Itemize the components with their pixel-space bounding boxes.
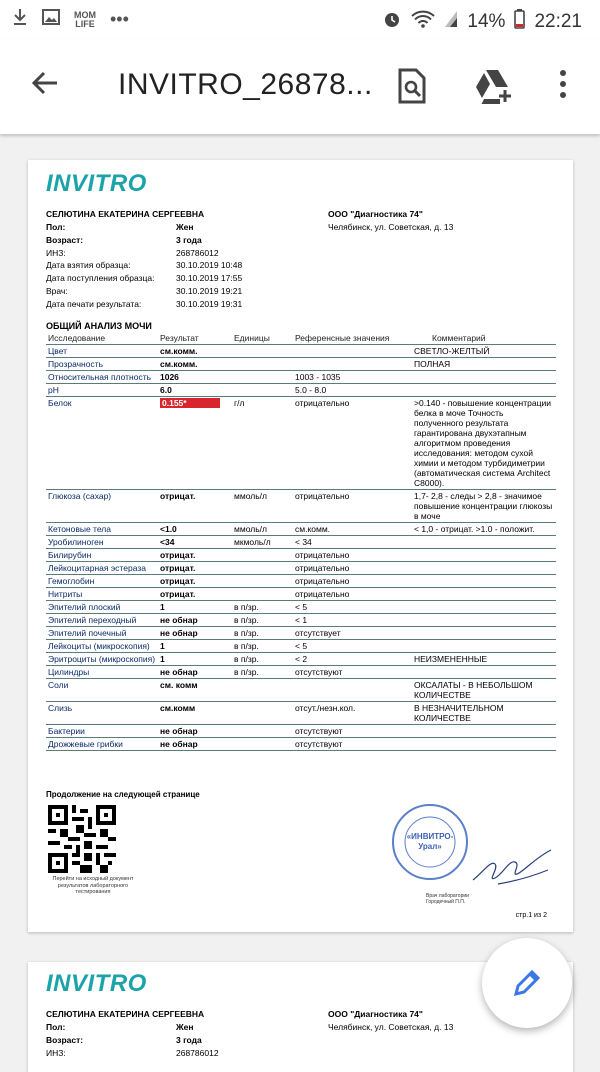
battery-icon bbox=[514, 9, 525, 35]
field-value: 30.10.2019 19:31 bbox=[176, 298, 243, 309]
section-title: ОБЩИЙ АНАЛИЗ МОЧИ bbox=[46, 321, 152, 331]
table-row bbox=[46, 601, 556, 614]
test-reference: < 1 bbox=[293, 614, 412, 627]
test-result: не обнар bbox=[158, 666, 232, 679]
download-icon bbox=[12, 8, 28, 31]
pencil-icon bbox=[511, 967, 543, 999]
back-arrow-icon[interactable] bbox=[30, 68, 60, 106]
test-unit bbox=[232, 588, 293, 601]
test-name: Соли bbox=[46, 679, 158, 702]
edit-fab-button[interactable] bbox=[482, 938, 572, 1028]
test-comment bbox=[412, 384, 556, 397]
test-reference: < 5 bbox=[293, 601, 412, 614]
test-reference: отсутствуют bbox=[293, 738, 412, 751]
test-result: отрицат. bbox=[158, 490, 232, 523]
lab-address: Челябинск, ул. Советская, д. 13 bbox=[328, 222, 454, 232]
test-reference: 5.0 - 8.0 bbox=[293, 384, 412, 397]
field-value: Жен bbox=[176, 222, 194, 232]
field-label: Возраст: bbox=[46, 234, 84, 245]
signature-icon bbox=[468, 840, 558, 890]
field-label: Дата поступления образца: bbox=[46, 273, 155, 284]
test-comment bbox=[412, 562, 556, 575]
continued-note: Продолжение на следующей странице bbox=[46, 790, 200, 799]
field-value: 30.10.2019 10:48 bbox=[176, 260, 243, 271]
test-comment bbox=[412, 725, 556, 738]
test-unit bbox=[232, 358, 293, 371]
test-result: отрицат. bbox=[158, 575, 232, 588]
test-unit bbox=[232, 549, 293, 562]
test-result bbox=[158, 397, 232, 490]
field-label: ИНЗ: bbox=[46, 1047, 66, 1058]
results-table bbox=[46, 332, 556, 751]
test-reference: отрицательно bbox=[293, 490, 412, 523]
test-unit: г/л bbox=[232, 397, 293, 490]
invitro-logo: INVITRO bbox=[46, 970, 147, 997]
test-result: не обнар bbox=[158, 725, 232, 738]
table-row bbox=[46, 575, 556, 588]
test-unit bbox=[232, 702, 293, 725]
test-result: см. комм bbox=[158, 679, 232, 702]
qr-caption: Перейти на исходный документ результатов лабораторного тестирования bbox=[52, 876, 134, 895]
field-value: 268786012 bbox=[176, 1047, 219, 1058]
image-icon bbox=[42, 9, 60, 30]
table-row bbox=[46, 536, 556, 549]
test-name: Эпителий почечный bbox=[46, 627, 158, 640]
test-name: Эритроциты (микроскопия) bbox=[46, 653, 158, 666]
table-header bbox=[46, 332, 556, 345]
field-label: Возраст: bbox=[46, 1034, 84, 1045]
test-name: pH bbox=[46, 384, 158, 397]
test-comment bbox=[412, 601, 556, 614]
test-comment bbox=[412, 575, 556, 588]
field-value: 30.10.2019 19:21 bbox=[176, 286, 243, 296]
patient-name: СЕЛЮТИНА ЕКАТЕРИНА СЕРГЕЕВНА bbox=[46, 1009, 205, 1019]
table-row bbox=[46, 397, 556, 490]
table-row bbox=[46, 588, 556, 601]
test-name: Цвет bbox=[46, 345, 158, 358]
battery-percent: 14% bbox=[467, 11, 506, 32]
test-unit bbox=[232, 738, 293, 751]
test-name: Цилиндры bbox=[46, 666, 158, 679]
column-header: Исследование bbox=[46, 332, 158, 345]
column-header: Результат bbox=[158, 332, 232, 345]
test-reference: < 2 bbox=[293, 653, 412, 666]
test-comment: 1,7- 2,8 - следы > 2,8 - значимое повышение концентрации глюкозы в моче bbox=[412, 490, 556, 523]
test-name: Относительная плотность bbox=[46, 371, 158, 384]
qr-code-icon[interactable] bbox=[48, 805, 116, 873]
lab-name: ООО "Диагностика 74" bbox=[328, 1009, 423, 1019]
field-label: Пол: bbox=[46, 222, 66, 232]
test-reference: отсутствуют bbox=[293, 725, 412, 738]
test-result: не обнар bbox=[158, 627, 232, 640]
test-reference bbox=[293, 679, 412, 702]
lab-name: ООО "Диагностика 74" bbox=[328, 209, 423, 219]
test-name: Гемоглобин bbox=[46, 575, 158, 588]
test-name: Билирубин bbox=[46, 549, 158, 562]
status-bar bbox=[0, 0, 600, 40]
test-comment bbox=[412, 536, 556, 549]
test-reference: отсут./незн.кол. bbox=[293, 702, 412, 725]
table-row bbox=[46, 345, 556, 358]
field-value: Жен bbox=[176, 1022, 194, 1032]
signal-icon bbox=[444, 10, 458, 34]
more-notifications: ••• bbox=[110, 9, 129, 29]
test-name: Глюкоза (сахар) bbox=[46, 490, 158, 523]
table-row bbox=[46, 358, 556, 371]
test-reference: отрицательно bbox=[293, 588, 412, 601]
test-unit: мкмоль/л bbox=[232, 536, 293, 549]
test-comment: НЕИЗМЕНЕННЫЕ bbox=[412, 653, 556, 666]
column-header: Единицы bbox=[232, 332, 293, 345]
table-row bbox=[46, 738, 556, 751]
field-label: ИНЗ: bbox=[46, 247, 66, 258]
test-unit: ммоль/л bbox=[232, 490, 293, 523]
test-name: Эпителий плоский bbox=[46, 601, 158, 614]
table-row bbox=[46, 640, 556, 653]
test-reference: < 5 bbox=[293, 640, 412, 653]
test-comment: В НЕЗНАЧИТЕЛЬНОМ КОЛИЧЕСТВЕ bbox=[412, 702, 556, 725]
test-comment bbox=[412, 738, 556, 751]
status-left bbox=[12, 8, 129, 31]
alarm-icon bbox=[382, 9, 402, 35]
test-reference bbox=[293, 345, 412, 358]
test-reference bbox=[293, 358, 412, 371]
page-number: стр.1 из 2 bbox=[515, 912, 547, 919]
table-row bbox=[46, 725, 556, 738]
test-result: см.комм. bbox=[158, 345, 232, 358]
test-reference: 1003 - 1035 bbox=[293, 371, 412, 384]
test-unit: в п/зр. bbox=[232, 640, 293, 653]
test-comment bbox=[412, 549, 556, 562]
test-result: 1 bbox=[158, 601, 232, 614]
table-row bbox=[46, 523, 556, 536]
test-reference: отсутствует bbox=[293, 627, 412, 640]
test-reference: см.комм. bbox=[293, 523, 412, 536]
table-row bbox=[46, 627, 556, 640]
test-comment bbox=[412, 371, 556, 384]
test-result: отрицат. bbox=[158, 549, 232, 562]
svg-text:Урал»: Урал» bbox=[418, 842, 442, 851]
test-comment: ОКСАЛАТЫ - В НЕБОЛЬШОМ КОЛИЧЕСТВЕ bbox=[412, 679, 556, 702]
test-unit: в п/зр. bbox=[232, 627, 293, 640]
table-row bbox=[46, 679, 556, 702]
test-comment bbox=[412, 588, 556, 601]
field-label: Дата взятия образца: bbox=[46, 260, 131, 271]
field-value: 3 года bbox=[176, 234, 202, 245]
wifi-icon bbox=[411, 10, 435, 34]
field-value: 3 года bbox=[176, 1034, 202, 1045]
test-name: Лейкоцитарная эстераза bbox=[46, 562, 158, 575]
test-unit: в п/зр. bbox=[232, 601, 293, 614]
test-result: 1026 bbox=[158, 371, 232, 384]
test-reference: отрицательно bbox=[293, 549, 412, 562]
test-result: <34 bbox=[158, 536, 232, 549]
test-result: 1 bbox=[158, 653, 232, 666]
test-result: отрицат. bbox=[158, 588, 232, 601]
table-row bbox=[46, 549, 556, 562]
test-reference: отрицательно bbox=[293, 397, 412, 490]
test-name: Прозрачность bbox=[46, 358, 158, 371]
field-label: Дата печати результата: bbox=[46, 298, 142, 309]
test-reference: отрицательно bbox=[293, 562, 412, 575]
table-row bbox=[46, 490, 556, 523]
test-comment: < 1,0 - отрицат. >1.0 - положит. bbox=[412, 523, 556, 536]
test-result: не обнар bbox=[158, 614, 232, 627]
test-result: см.комм bbox=[158, 702, 232, 725]
lab-address: Челябинск, ул. Советская, д. 13 bbox=[328, 1022, 454, 1032]
test-unit: ммоль/л bbox=[232, 523, 293, 536]
field-label: Пол: bbox=[46, 1022, 66, 1032]
test-name: Дрожжевые грибки bbox=[46, 738, 158, 751]
table-row bbox=[46, 702, 556, 725]
test-name: Слизь bbox=[46, 702, 158, 725]
test-unit bbox=[232, 562, 293, 575]
test-comment: СВЕТЛО-ЖЕЛТЫЙ bbox=[412, 345, 556, 358]
table-row bbox=[46, 562, 556, 575]
column-header: Референсные значения bbox=[293, 332, 412, 345]
more-options-icon[interactable] bbox=[558, 68, 568, 105]
field-value: 30.10.2019 17:55 bbox=[176, 273, 243, 284]
test-reference: < 34 bbox=[293, 536, 412, 549]
momlife-icon: MOM LIFE bbox=[74, 9, 96, 29]
flagged-result: 0.155* bbox=[160, 398, 220, 408]
test-name: Бактерии bbox=[46, 725, 158, 738]
invitro-logo: INVITRO bbox=[46, 170, 147, 197]
test-unit: в п/зр. bbox=[232, 653, 293, 666]
test-unit bbox=[232, 725, 293, 738]
test-reference: отсутствуют bbox=[293, 666, 412, 679]
test-comment: ПОЛНАЯ bbox=[412, 358, 556, 371]
test-unit bbox=[232, 679, 293, 702]
table-row bbox=[46, 384, 556, 397]
column-header: Комментарий bbox=[412, 332, 556, 345]
test-unit bbox=[232, 345, 293, 358]
test-name: Нитриты bbox=[46, 588, 158, 601]
test-unit: в п/зр. bbox=[232, 666, 293, 679]
test-comment bbox=[412, 627, 556, 640]
test-unit bbox=[232, 575, 293, 588]
test-comment: >0.140 - повышение концентрации белка в моче Точность полученного результата гарантирована двухэтапным алгоритмом проведения исследования: методом сухой химии и методом турбидиметрии (автоматическая система Architect С8000). bbox=[412, 397, 556, 490]
document-page-1 bbox=[28, 160, 573, 932]
test-unit: в п/зр. bbox=[232, 614, 293, 627]
test-result: отрицат. bbox=[158, 562, 232, 575]
table-row bbox=[46, 666, 556, 679]
test-result: не обнар bbox=[158, 738, 232, 751]
document-title: INVITRO_26878... bbox=[118, 68, 373, 101]
test-result: <1.0 bbox=[158, 523, 232, 536]
test-unit bbox=[232, 371, 293, 384]
table-row bbox=[46, 371, 556, 384]
test-comment bbox=[412, 614, 556, 627]
table-row bbox=[46, 614, 556, 627]
svg-text:«ИНВИТРО-: «ИНВИТРО- bbox=[406, 832, 454, 841]
app-bar bbox=[0, 40, 600, 134]
find-in-page-icon[interactable] bbox=[396, 68, 428, 109]
test-name: Эпителий переходный bbox=[46, 614, 158, 627]
field-label: Врач: bbox=[46, 286, 68, 296]
field-value: 268786012 bbox=[176, 247, 219, 258]
test-name: Уробилиноген bbox=[46, 536, 158, 549]
test-comment bbox=[412, 666, 556, 679]
test-result: см.комм. bbox=[158, 358, 232, 371]
add-to-drive-icon[interactable] bbox=[474, 68, 514, 109]
test-result: 1 bbox=[158, 640, 232, 653]
test-result: 6.0 bbox=[158, 384, 232, 397]
doctor-caption: Врач лаборатории Городечный П.П. bbox=[426, 893, 469, 905]
test-name: Белок bbox=[46, 397, 158, 490]
patient-name: СЕЛЮТИНА ЕКАТЕРИНА СЕРГЕЕВНА bbox=[46, 209, 205, 219]
status-right bbox=[382, 9, 582, 35]
table-row bbox=[46, 653, 556, 666]
test-reference: отрицательно bbox=[293, 575, 412, 588]
clock-time: 22:21 bbox=[534, 11, 582, 32]
test-comment bbox=[412, 640, 556, 653]
test-name: Лейкоциты (микроскопия) bbox=[46, 640, 158, 653]
test-name: Кетоновые тела bbox=[46, 523, 158, 536]
lab-stamp-icon bbox=[390, 802, 470, 882]
test-unit bbox=[232, 384, 293, 397]
